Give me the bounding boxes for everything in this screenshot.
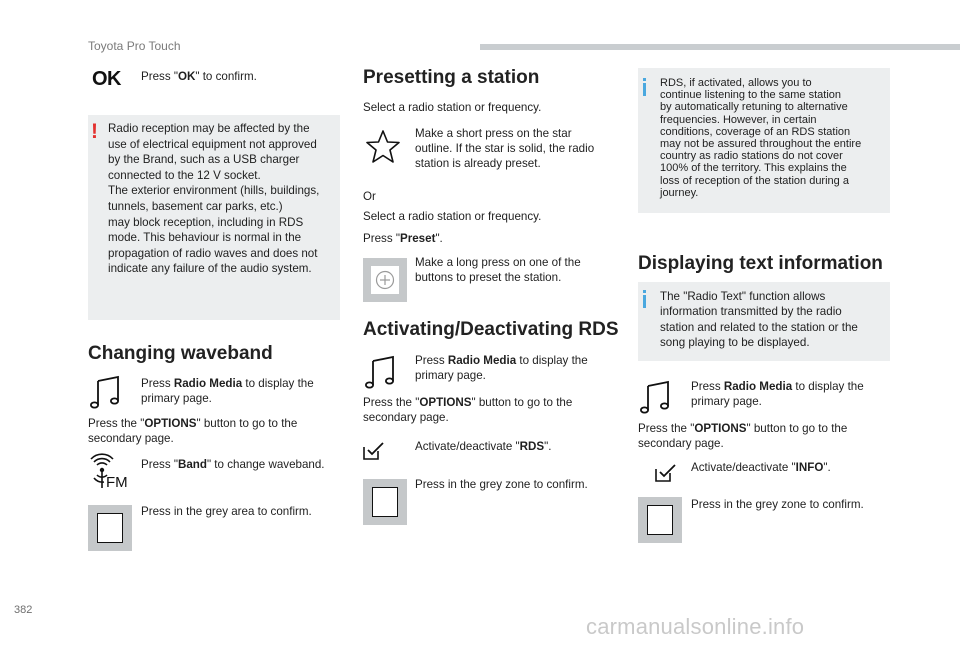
music-note-icon — [638, 380, 674, 416]
rds-step4: Press in the grey zone to confirm. — [415, 478, 588, 491]
grey-zone-icon — [88, 505, 132, 551]
heading-activating-rds: Activating/Deactivating RDS — [363, 319, 619, 340]
star-outline-icon — [364, 129, 402, 165]
checkbox-checked-icon — [363, 442, 385, 460]
preset-select-text: Select a radio station or frequency. — [363, 101, 542, 114]
grey-zone-icon — [638, 497, 682, 543]
page-number: 382 — [14, 604, 33, 616]
heading-changing-waveband: Changing waveband — [88, 343, 273, 364]
fm-label: FM — [106, 474, 128, 491]
watermark: carmanualsonline.info — [586, 614, 805, 639]
grey-zone-icon — [363, 479, 407, 525]
rds-info-text: RDS, if activated, allows you to continue listening to the same station by automatically retuning to alternative frequencies. However, in certain conditions, coverage of an RDS station may not be assured throughout the entire country as radio stations do not cover 100% of the territory. This explains the loss of reception of the station during a journey. — [660, 77, 862, 199]
info-step2: Press the "OPTIONS" button to go to the secondary page. — [638, 422, 848, 450]
info-step4: Press in the grey zone to confirm. — [691, 498, 864, 511]
info-icon — [643, 290, 646, 308]
music-note-icon — [363, 355, 399, 391]
ok-instruction: Press "OK" to confirm. — [141, 70, 257, 83]
waveband-step3: Press "Band" to change waveband. — [141, 458, 325, 471]
info-step3: Activate/deactivate "INFO". — [691, 461, 831, 474]
checkbox-checked-icon — [655, 464, 677, 482]
or-text: Or — [363, 190, 376, 203]
header-bar — [480, 44, 960, 50]
rds-step2: Press the "OPTIONS" button to go to the secondary page. — [363, 396, 573, 424]
star-instruction: Make a short press on the star outline. If the star is solid, the radio station is already preset. — [415, 127, 595, 170]
heading-displaying-text-information: Displaying text information — [638, 253, 883, 274]
waveband-step1: Press Radio Media to display the primary page. — [141, 377, 314, 405]
press-preset-text: Press "Preset". — [363, 232, 443, 245]
warning-text: Radio reception may be affected by the use of electrical equipment not approved by the Brand, such as a USB charger connected to the 12 V socket. The exterior environment (hills, buildings, tunnels, basement car parks, etc.) may block reception, including in RDS mode. This behaviour is normal in the propagation of radio waves and does not indicate any failure of the audio system. — [108, 122, 320, 276]
info-step1: Press Radio Media to display the primary page. — [691, 380, 864, 408]
rds-step1: Press Radio Media to display the primary page. — [415, 354, 588, 382]
waveband-step4: Press in the grey area to confirm. — [141, 505, 312, 518]
info-icon — [643, 78, 646, 96]
warning-icon: ! — [91, 120, 98, 143]
preset-button-icon — [363, 258, 407, 302]
ok-icon: OK — [92, 68, 121, 90]
preset-long-press-text: Make a long press on one of the buttons to preset the station. — [415, 256, 581, 284]
heading-presetting-station: Presetting a station — [363, 67, 540, 88]
radio-text-info-text: The "Radio Text" function allows information transmitted by the radio station and related to the station or the song playing to be displayed. — [660, 290, 858, 349]
music-note-icon — [88, 375, 124, 411]
page-header-title: Toyota Pro Touch — [88, 39, 181, 53]
rds-step3: Activate/deactivate "RDS". — [415, 440, 552, 453]
preset-select-text-2: Select a radio station or frequency. — [363, 210, 542, 223]
waveband-step2: Press the "OPTIONS" button to go to the secondary page. — [88, 417, 298, 445]
